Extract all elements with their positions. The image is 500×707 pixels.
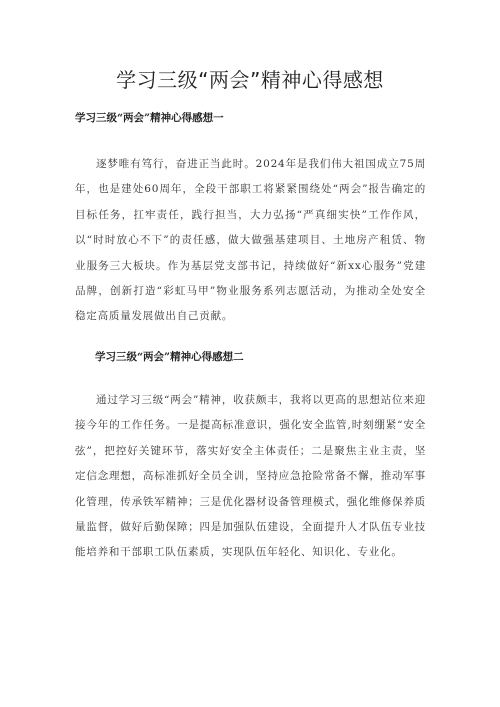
section-paragraph-1: 逐梦唯有笃行，奋进正当此时。2024年是我们伟大祖国成立75周年，也是建处60周年，全段干部职工将紧紧围绕处“两会”报告确定的目标任务，扛牢责任，践行担当，大力弘扬“严真细实快”工作作风，以“时时放心不下”的责任感，做大做强基建项目、土地房产租赁、物业服务三大板块。作为基层党支部书记，持续做好“新xx心服务”党建品牌，创新打造“彩虹马甲”物业服务系列志愿活动，为推动全处安全稳定高质量发展做出自己贡献。 bbox=[75, 158, 426, 323]
document-title: 学习三级“两会”精神心得感想 bbox=[116, 68, 384, 92]
section-heading-2: 学习三级“两会”精神心得感想二 bbox=[95, 351, 244, 363]
section-paragraph-2: 通过学习三级“两会”精神，收获颇丰，我将以更高的思想站位来迎接今年的工作任务。一是提高标准意识，强化安全监管,时刻绷紧“安全弦”，把控好关键环节，落实好安全主体责任；二是聚焦主业主责，坚定信念理想，高标准抓好全员全训，坚持应急抢险常备不懈，推动军事化管理，传承铁军精神；三是优化器材设备管理模式，强化维修保养质量监督，做好后勤保障；四是加强队伍建设，全面提升人才队伍专业技能培养和干部职工队伍素质，实现队伍年轻化、知识化、专业化。 bbox=[75, 394, 426, 559]
section-heading-1: 学习三级“两会”精神心得感想一 bbox=[75, 112, 224, 124]
